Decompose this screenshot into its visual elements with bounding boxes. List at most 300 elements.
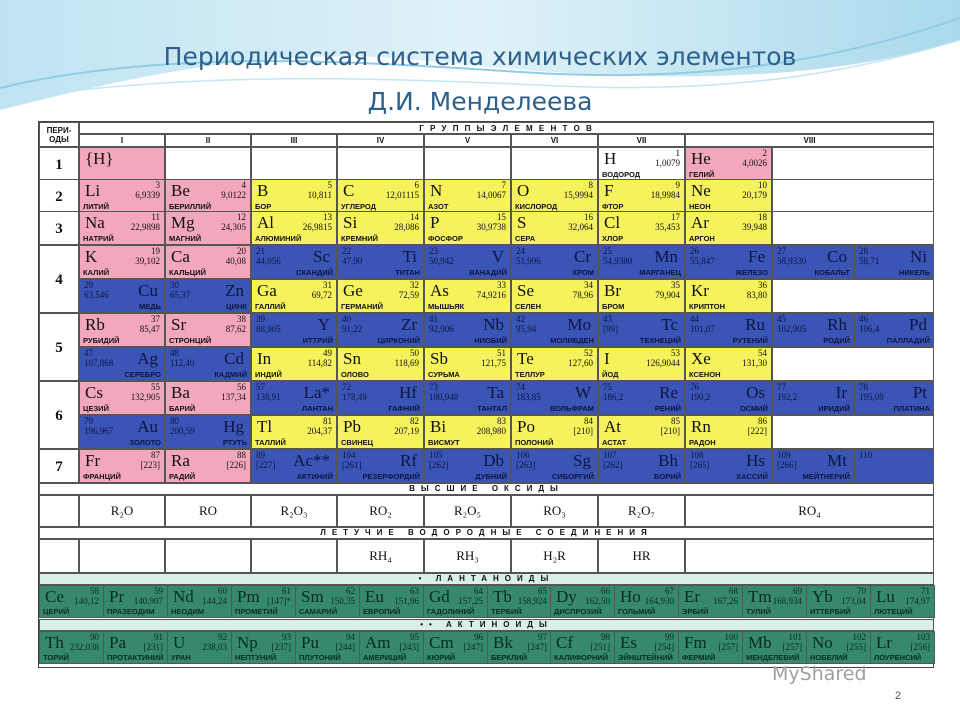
- element-name: МЕНДЕЛЕВИЙ: [746, 653, 800, 662]
- atomic-number: 61: [282, 586, 291, 596]
- element-cell-cl[interactable]: [598, 211, 685, 245]
- element-cell-zr[interactable]: [337, 313, 424, 347]
- element-cell-db[interactable]: [424, 449, 511, 483]
- element-name: РОДИЙ: [823, 336, 850, 345]
- element-name: МАРГАНЕЦ: [639, 268, 681, 277]
- element-symbol: Cm: [429, 633, 454, 652]
- element-symbol: Y: [317, 315, 330, 334]
- element-symbol: Mg: [171, 213, 195, 232]
- element-name: МЕДЬ: [139, 302, 161, 311]
- atomic-mass: 44,956: [256, 256, 281, 266]
- element-cell-sn[interactable]: [337, 347, 424, 381]
- element-symbol: O: [517, 181, 530, 200]
- element-cell-au[interactable]: [79, 415, 165, 449]
- element-cell-cf[interactable]: [550, 631, 615, 664]
- element-cell-ce[interactable]: [39, 585, 104, 618]
- element-cell-s[interactable]: [511, 211, 598, 245]
- atomic-mass: 196,967: [84, 426, 114, 436]
- atomic-mass: [210]: [573, 426, 593, 436]
- element-cell-sc[interactable]: [251, 245, 337, 279]
- element-cell-hs[interactable]: [685, 449, 772, 483]
- element-name: ФРАНЦИЙ: [83, 472, 121, 481]
- element-cell-ar[interactable]: [685, 211, 772, 245]
- element-name: ЭРБИЙ: [682, 607, 709, 616]
- atomic-number: 96: [474, 632, 483, 642]
- element-cell-cr[interactable]: [511, 245, 598, 279]
- element-cell-rn[interactable]: [685, 415, 772, 449]
- element-symbol: He: [691, 149, 711, 168]
- atomic-number: 23: [429, 246, 438, 256]
- atomic-mass: 10,811: [307, 190, 332, 200]
- atomic-mass: 183,85: [516, 392, 541, 402]
- atomic-mass: 118,69: [394, 358, 419, 368]
- atomic-number: 97: [538, 632, 547, 642]
- element-cell-u[interactable]: [167, 631, 232, 664]
- atomic-number: 67: [665, 586, 674, 596]
- atomic-number: 101: [788, 632, 802, 642]
- atomic-number: 90: [90, 632, 99, 642]
- element-cell-ti[interactable]: [337, 245, 424, 279]
- atomic-number: 86: [758, 416, 767, 426]
- element-symbol: Pd: [909, 315, 927, 334]
- element-symbol: W: [574, 383, 591, 402]
- element-cell-ge[interactable]: [337, 279, 424, 313]
- atomic-number: 81: [323, 416, 332, 426]
- element-cell-co[interactable]: [772, 245, 854, 279]
- element-name: ФОСФОР: [428, 234, 463, 243]
- atomic-number: 98: [601, 632, 610, 642]
- element-name: ВИСМУТ: [428, 438, 460, 447]
- element-name: ИРИДИЙ: [818, 404, 850, 413]
- element-symbol: Rh: [827, 315, 847, 334]
- element-cell-pm[interactable]: [231, 585, 296, 618]
- element-cell-be[interactable]: [165, 179, 251, 213]
- oxides-label: ВЫСШИЕ ОКСИДЫ: [39, 483, 934, 495]
- element-cell-hf[interactable]: [337, 381, 424, 415]
- element-name: ЖЕЛЕЗО: [735, 268, 768, 277]
- atomic-mass: [257]: [718, 642, 738, 652]
- element-name: РЕЗЕРФОРДИЙ: [362, 472, 420, 481]
- oxide-formula: RO₃: [511, 495, 598, 527]
- element-name: МОЛИБДЕН: [550, 336, 594, 345]
- element-name: ЛИТИЙ: [83, 202, 110, 211]
- element-cell-fr[interactable]: [79, 449, 165, 483]
- element-cell-gd[interactable]: [423, 585, 488, 618]
- element-cell-ta[interactable]: [424, 381, 511, 415]
- atomic-number: 27: [777, 246, 786, 256]
- element-cell-h[interactable]: [598, 147, 685, 181]
- element-cell-ra[interactable]: [165, 449, 251, 483]
- atomic-number: 3: [155, 180, 160, 190]
- atomic-mass: 158,924: [517, 596, 547, 606]
- element-cell-ir[interactable]: [772, 381, 854, 415]
- atomic-number: 15: [497, 212, 506, 222]
- atomic-mass: 207,19: [394, 426, 419, 436]
- element-name: ФЕРМИЙ: [682, 653, 716, 662]
- element-cell-na[interactable]: [79, 211, 165, 245]
- element-cell-blank[interactable]: [854, 449, 934, 483]
- atomic-number: 49: [323, 348, 332, 358]
- element-name: ГАФНИЙ: [388, 404, 420, 413]
- element-symbol: Ne: [691, 181, 711, 200]
- element-name: ЭЙНШТЕЙНИЙ: [618, 653, 673, 662]
- element-cell-mg[interactable]: [165, 211, 251, 245]
- periodic-table: [38, 121, 934, 668]
- atomic-mass: 4,0026: [742, 158, 767, 168]
- element-cell-n[interactable]: [424, 179, 511, 213]
- element-cell-po[interactable]: [511, 415, 598, 449]
- element-name: РУТЕНИЙ: [732, 336, 768, 345]
- element-cell-nb[interactable]: [424, 313, 511, 347]
- element-cell-br[interactable]: [598, 279, 685, 313]
- atomic-number: 107: [603, 450, 617, 460]
- element-symbol: Nb: [483, 315, 504, 334]
- element-cell-sr[interactable]: [165, 313, 251, 347]
- atomic-number: 38: [237, 314, 246, 324]
- atomic-mass: [244]: [335, 642, 355, 652]
- element-cell-xe[interactable]: [685, 347, 772, 381]
- atomic-number: 25: [603, 246, 612, 256]
- series-label: •• АКТИНОИДЫ: [39, 619, 934, 631]
- element-name: ЛЮТЕЦИЙ: [874, 607, 913, 616]
- element-name: ТЕРБИЙ: [491, 607, 522, 616]
- element-name: УРАН: [171, 653, 191, 662]
- atomic-mass: 30,9738: [476, 222, 506, 232]
- element-symbol: Cr: [574, 247, 591, 266]
- atomic-number: 60: [218, 586, 227, 596]
- atomic-mass: 24,305: [221, 222, 246, 232]
- element-cell-pd[interactable]: [854, 313, 934, 347]
- atomic-mass: 18,9984: [650, 190, 680, 200]
- atomic-mass: 102,905: [777, 324, 807, 334]
- atomic-mass: 92,906: [429, 324, 454, 334]
- atomic-mass: 50,942: [429, 256, 454, 266]
- atomic-mass: 87,62: [225, 324, 246, 334]
- periods-label-line2: ОДЫ: [49, 135, 69, 144]
- atomic-number: 62: [346, 586, 355, 596]
- element-symbol: H: [604, 149, 617, 168]
- element-cell-li[interactable]: [79, 179, 165, 213]
- element-symbol: Na: [85, 213, 105, 232]
- atomic-mass: 101,07: [690, 324, 715, 334]
- atomic-mass: 162,50: [585, 596, 610, 606]
- element-name: РЕНИЙ: [654, 404, 681, 413]
- element-name: ТИТАН: [395, 268, 420, 277]
- element-cell-pb[interactable]: [337, 415, 424, 449]
- element-cell-cu[interactable]: [79, 279, 165, 313]
- element-name: ТОРИЙ: [43, 653, 70, 662]
- element-symbol: Sm: [301, 587, 324, 606]
- atomic-mass: 138,91: [256, 392, 281, 402]
- atomic-number: 44: [690, 314, 699, 324]
- hydride-formula: RH₄: [337, 539, 424, 573]
- page-title: [0, 34, 960, 124]
- element-cell-mt[interactable]: [772, 449, 854, 483]
- element-cell-rh[interactable]: [772, 313, 854, 347]
- element-cell-b[interactable]: [251, 179, 337, 213]
- element-symbol: Hs: [746, 451, 765, 470]
- element-cell-rf[interactable]: [337, 449, 424, 483]
- atomic-mass: 78,96: [572, 290, 593, 300]
- element-cell-bk[interactable]: [487, 631, 552, 664]
- atomic-mass: [266]: [777, 460, 797, 470]
- element-cell-mb[interactable]: [742, 631, 807, 664]
- oxide-formula: RO: [165, 495, 251, 527]
- period-number: 1: [39, 147, 79, 181]
- atomic-number: 63: [410, 586, 419, 596]
- element-symbol: Co: [827, 247, 847, 266]
- atomic-number: 48: [170, 348, 179, 358]
- atomic-number: 2: [762, 148, 767, 158]
- element-cell-lu[interactable]: [870, 585, 935, 618]
- element-cell-v[interactable]: [424, 245, 511, 279]
- element-symbol: Tb: [493, 587, 512, 606]
- element-cell-tc[interactable]: [598, 313, 685, 347]
- element-name: ХЛОР: [602, 234, 624, 243]
- element-cell-bh[interactable]: [598, 449, 685, 483]
- atomic-mass: 132,905: [130, 392, 160, 402]
- element-cell-ho[interactable]: [614, 585, 679, 618]
- atomic-mass: [99]: [603, 324, 618, 334]
- element-cell-am[interactable]: [359, 631, 424, 664]
- element-cell-y[interactable]: [251, 313, 337, 347]
- element-cell-si[interactable]: [337, 211, 424, 245]
- atomic-mass: 88,905: [256, 324, 281, 334]
- element-cell-fe[interactable]: [685, 245, 772, 279]
- element-cell-er[interactable]: [678, 585, 743, 618]
- atomic-number: 69: [793, 586, 802, 596]
- element-cell-w[interactable]: [511, 381, 598, 415]
- element-cell-ac[interactable]: [251, 449, 337, 483]
- element-name: РАДОН: [689, 438, 716, 447]
- element-cell-bi[interactable]: [424, 415, 511, 449]
- atomic-number: 26: [690, 246, 699, 256]
- atomic-mass: [231]: [143, 642, 163, 652]
- atomic-mass: 200,59: [170, 426, 195, 436]
- element-cell-sm[interactable]: [295, 585, 360, 618]
- element-cell-ga[interactable]: [251, 279, 337, 313]
- element-cell-ag[interactable]: [79, 347, 165, 381]
- element-cell-lr[interactable]: [870, 631, 935, 664]
- element-cell-al[interactable]: [251, 211, 337, 245]
- atomic-number: 40: [342, 314, 351, 324]
- element-cell-th[interactable]: [39, 631, 104, 664]
- atomic-number: 77: [777, 382, 786, 392]
- element-cell-h[interactable]: [79, 147, 165, 181]
- element-cell-kr[interactable]: [685, 279, 772, 313]
- element-cell-dy[interactable]: [550, 585, 615, 618]
- element-cell-sg[interactable]: [511, 449, 598, 483]
- atomic-mass: 85,47: [139, 324, 160, 334]
- element-symbol: Ca: [171, 247, 190, 266]
- atomic-number: 12: [237, 212, 246, 222]
- atomic-mass: [262]: [429, 460, 449, 470]
- element-cell-zn[interactable]: [165, 279, 251, 313]
- atomic-number: 93: [282, 632, 291, 642]
- element-cell-np[interactable]: [231, 631, 296, 664]
- atomic-mass: 151,96: [394, 596, 419, 606]
- element-cell-at[interactable]: [598, 415, 685, 449]
- element-cell-ru[interactable]: [685, 313, 772, 347]
- element-symbol: Bh: [658, 451, 678, 470]
- atomic-number: 52: [584, 348, 593, 358]
- element-cell-sb[interactable]: [424, 347, 511, 381]
- element-cell-pu[interactable]: [295, 631, 360, 664]
- element-symbol: In: [257, 349, 272, 368]
- element-symbol: Ga: [257, 281, 277, 300]
- element-symbol: U: [173, 633, 186, 652]
- element-cell-in[interactable]: [251, 347, 337, 381]
- element-name: КРЕМНИЙ: [341, 234, 379, 243]
- element-cell-f[interactable]: [598, 179, 685, 213]
- element-cell-os[interactable]: [685, 381, 772, 415]
- element-symbol: Ni: [910, 247, 927, 266]
- element-cell-tl[interactable]: [251, 415, 337, 449]
- element-name: ГОЛЬМИЙ: [618, 607, 656, 616]
- atomic-mass: 83,80: [746, 290, 767, 300]
- atomic-number: 100: [724, 632, 738, 642]
- element-symbol: Rn: [691, 417, 711, 436]
- atomic-mass: 58,9330: [777, 256, 807, 266]
- atomic-number: 13: [323, 212, 332, 222]
- atomic-mass: [247]: [527, 642, 547, 652]
- element-symbol: Ar: [691, 213, 709, 232]
- element-symbol: Re: [659, 383, 678, 402]
- element-cell-tm[interactable]: [742, 585, 807, 618]
- element-symbol: Es: [620, 633, 637, 652]
- element-symbol: Mb: [748, 633, 772, 652]
- element-cell-te[interactable]: [511, 347, 598, 381]
- element-cell-mo[interactable]: [511, 313, 598, 347]
- atomic-number: 79: [84, 416, 93, 426]
- element-cell-ca[interactable]: [165, 245, 251, 279]
- element-cell-ba[interactable]: [165, 381, 251, 415]
- atomic-number: 70: [857, 586, 866, 596]
- atomic-mass: [261]: [342, 460, 362, 470]
- atomic-mass: 192,2: [777, 392, 798, 402]
- element-cell-mn[interactable]: [598, 245, 685, 279]
- element-symbol: Kr: [691, 281, 709, 300]
- element-cell-se[interactable]: [511, 279, 598, 313]
- element-name: МЕЙТНЕРИЙ: [802, 472, 850, 481]
- element-cell-hg[interactable]: [165, 415, 251, 449]
- atomic-mass: [251]: [590, 642, 610, 652]
- element-cell-la[interactable]: [251, 381, 337, 415]
- atomic-mass: 178,49: [342, 392, 367, 402]
- element-name: НИОБИЙ: [474, 336, 507, 345]
- atomic-number: 18: [758, 212, 767, 222]
- group-number: II: [165, 134, 251, 147]
- element-name: ПРОТАКТИНИЙ: [107, 653, 164, 662]
- atomic-mass: 112,40: [170, 358, 195, 368]
- atomic-mass: 168,934: [772, 596, 802, 606]
- element-cell-c[interactable]: [337, 179, 424, 213]
- atomic-number: 65: [538, 586, 547, 596]
- watermark: MyShared: [772, 663, 867, 685]
- element-cell-fm[interactable]: [678, 631, 743, 664]
- period-number: 4: [39, 245, 79, 313]
- element-symbol: Pm: [237, 587, 260, 606]
- element-name: ЛОУРЕНСИЙ: [874, 653, 922, 662]
- element-cell-as[interactable]: [424, 279, 511, 313]
- element-name: ПЛАТИНА: [893, 404, 930, 413]
- element-cell-ni[interactable]: [854, 245, 934, 279]
- atomic-mass: 20,179: [742, 190, 767, 200]
- element-cell-cm[interactable]: [423, 631, 488, 664]
- element-cell-rb[interactable]: [79, 313, 165, 347]
- atomic-mass: 39,102: [135, 256, 160, 266]
- element-symbol: Pa: [109, 633, 126, 652]
- element-name: ХРОМ: [572, 268, 594, 277]
- element-symbol: Sb: [430, 349, 448, 368]
- element-symbol: Cf: [556, 633, 573, 652]
- element-name: ТАНТАЛ: [477, 404, 507, 413]
- element-cell-tb[interactable]: [487, 585, 552, 618]
- atomic-mass: [226]: [226, 460, 246, 470]
- element-cell-es[interactable]: [614, 631, 679, 664]
- element-cell-eu[interactable]: [359, 585, 424, 618]
- period-number: 6: [39, 381, 79, 449]
- atomic-number: 106: [516, 450, 530, 460]
- element-cell-o[interactable]: [511, 179, 598, 213]
- empty-cell: [165, 147, 251, 181]
- element-cell-p[interactable]: [424, 211, 511, 245]
- atomic-mass: 140,907: [133, 596, 163, 606]
- atomic-number: 94: [346, 632, 355, 642]
- element-symbol: No: [812, 633, 833, 652]
- element-symbol: Os: [746, 383, 765, 402]
- element-cell-pt[interactable]: [854, 381, 934, 415]
- element-symbol: Sc: [313, 247, 330, 266]
- element-cell-i[interactable]: [598, 347, 685, 381]
- element-cell-ne[interactable]: [685, 179, 772, 213]
- element-symbol: Pr: [109, 587, 125, 606]
- atomic-number: 54: [758, 348, 767, 358]
- element-cell-pr[interactable]: [103, 585, 168, 618]
- period-number: 7: [39, 449, 79, 483]
- atomic-mass: 63,546: [84, 290, 109, 300]
- element-symbol: Zn: [225, 281, 244, 300]
- atomic-mass: [255]: [846, 642, 866, 652]
- element-name: БОРИЙ: [653, 472, 681, 481]
- atomic-mass: 58,71: [859, 256, 880, 266]
- element-cell-cs[interactable]: [79, 381, 165, 415]
- element-cell-he[interactable]: [685, 147, 772, 181]
- periods-header: [39, 122, 79, 147]
- element-cell-re[interactable]: [598, 381, 685, 415]
- element-cell-nd[interactable]: [167, 585, 232, 618]
- element-symbol: Mn: [654, 247, 678, 266]
- element-symbol: Be: [171, 181, 190, 200]
- element-cell-pa[interactable]: [103, 631, 168, 664]
- atomic-mass: [257]: [782, 642, 802, 652]
- atomic-number: 99: [665, 632, 674, 642]
- element-cell-cd[interactable]: [165, 347, 251, 381]
- atomic-number: 11: [151, 212, 160, 222]
- element-symbol: Cu: [138, 281, 158, 300]
- atomic-number: 24: [516, 246, 525, 256]
- element-cell-k[interactable]: [79, 245, 165, 279]
- element-name: СЕРЕБРО: [124, 370, 161, 379]
- element-name: ХАССИЙ: [736, 472, 768, 481]
- element-symbol: Si: [343, 213, 358, 232]
- element-name: ПРОМЕТИЙ: [235, 607, 278, 616]
- element-cell-yb[interactable]: [806, 585, 871, 618]
- atomic-number: 10: [758, 180, 767, 190]
- element-symbol: Ba: [171, 383, 190, 402]
- element-cell-no[interactable]: [806, 631, 871, 664]
- atomic-number: 9: [675, 180, 680, 190]
